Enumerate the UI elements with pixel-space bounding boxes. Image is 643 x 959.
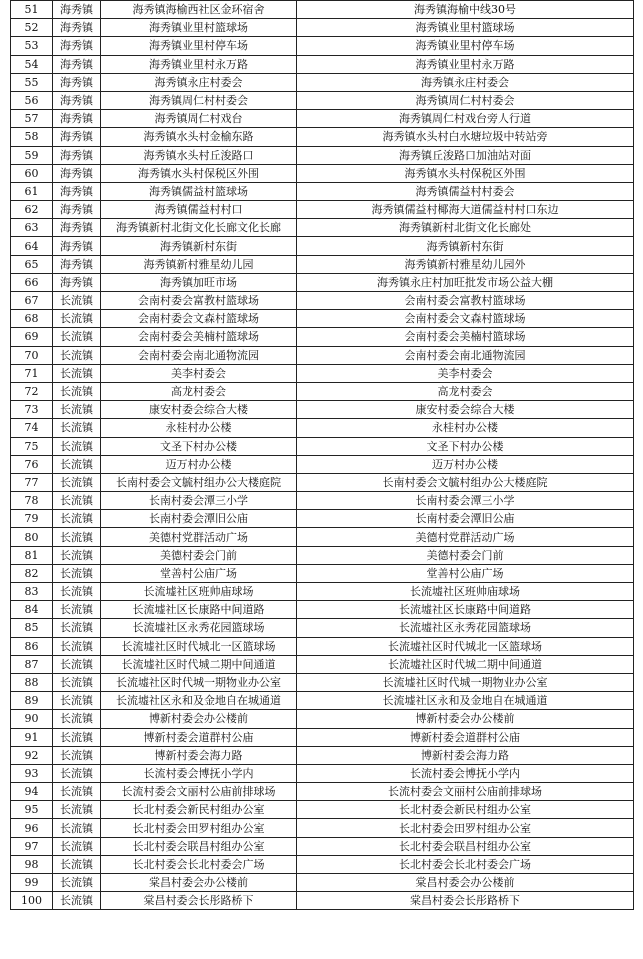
table-row [11,401,634,419]
table-row [11,201,634,219]
site-name: 美德村党群活动广场 [101,528,297,546]
row-number: 90 [11,710,53,728]
row-number: 62 [11,201,53,219]
row-number: 76 [11,455,53,473]
table-row [11,673,634,691]
site-name: 海秀镇水头村金榆东路 [101,128,297,146]
site-address: 美德村委会门前 [297,546,634,564]
table-row [11,528,634,546]
table-row [11,182,634,200]
row-number: 81 [11,546,53,564]
table-row [11,310,634,328]
row-number: 99 [11,874,53,892]
town-name: 海秀镇 [53,182,101,200]
table-row [11,292,634,310]
site-name: 海秀镇水头村丘浚路口 [101,146,297,164]
site-name: 长南村委会潭三小学 [101,492,297,510]
town-name: 长流镇 [53,619,101,637]
row-number: 73 [11,401,53,419]
site-address: 长北村委会田罗村组办公室 [297,819,634,837]
town-name: 长流镇 [53,564,101,582]
site-address: 长北村委会长北村委会广场 [297,855,634,873]
town-name: 长流镇 [53,310,101,328]
table-row [11,55,634,73]
site-address: 海秀镇新村东街 [297,237,634,255]
site-name: 长流墟社区班帅庙球场 [101,583,297,601]
site-address: 长流墟社区永和及金地自在城通道 [297,692,634,710]
table-row [11,728,634,746]
table-row [11,146,634,164]
site-address: 高龙村委会 [297,382,634,400]
row-number: 63 [11,219,53,237]
site-address: 长流墟社区时代城一期物业办公室 [297,673,634,691]
row-number: 85 [11,619,53,637]
site-name: 海秀镇新村北街文化长廊文化长廊 [101,219,297,237]
site-name: 海秀镇新村东街 [101,237,297,255]
row-number: 84 [11,601,53,619]
table-row [11,855,634,873]
site-name: 会南村委会文森村篮球场 [101,310,297,328]
row-number: 65 [11,255,53,273]
row-number: 94 [11,783,53,801]
site-name: 长流墟社区永和及金地自在城通道 [101,692,297,710]
site-name: 海秀镇周仁村戏台 [101,110,297,128]
town-name: 长流镇 [53,546,101,564]
row-number: 56 [11,91,53,109]
site-name: 海秀镇周仁村村委会 [101,91,297,109]
site-address: 棠昌村委会办公楼前 [297,874,634,892]
row-number: 89 [11,692,53,710]
town-name: 海秀镇 [53,91,101,109]
site-address: 海秀镇新村雅星幼儿园外 [297,255,634,273]
table-row [11,91,634,109]
table-row [11,328,634,346]
table-row [11,346,634,364]
row-number: 82 [11,564,53,582]
table-row [11,819,634,837]
row-number: 71 [11,364,53,382]
row-number: 57 [11,110,53,128]
row-number: 78 [11,492,53,510]
table-row [11,801,634,819]
site-name: 长流墟社区长康路中间道路 [101,601,297,619]
table-row [11,492,634,510]
table-row [11,874,634,892]
site-name: 海秀镇业里村永万路 [101,55,297,73]
town-name: 长流镇 [53,764,101,782]
site-address: 美德村党群活动广场 [297,528,634,546]
site-address: 会南村委会文森村篮球场 [297,310,634,328]
table-row [11,37,634,55]
row-number: 93 [11,764,53,782]
table-row [11,19,634,37]
site-address: 海秀镇业里村停车场 [297,37,634,55]
town-name: 长流镇 [53,692,101,710]
site-address: 长流墟社区永秀花园篮球场 [297,619,634,637]
site-address: 海秀镇儒益村椰海大道儒益村村口东边 [297,201,634,219]
document-page [10,0,633,910]
town-name: 长流镇 [53,837,101,855]
site-name: 长流村委会文丽村公庙前排球场 [101,783,297,801]
row-number: 72 [11,382,53,400]
site-address: 长流墟社区班帅庙球场 [297,583,634,601]
site-address: 会南村委会南北通物流园 [297,346,634,364]
town-name: 海秀镇 [53,55,101,73]
town-name: 长流镇 [53,855,101,873]
row-number: 97 [11,837,53,855]
site-address: 海秀镇永庄村委会 [297,73,634,91]
town-name: 海秀镇 [53,164,101,182]
site-address: 海秀镇儒益村村委会 [297,182,634,200]
site-address: 长流墟社区时代城二期中间通道 [297,655,634,673]
town-name: 长流镇 [53,601,101,619]
site-address: 海秀镇海榆中线30号 [297,1,634,19]
table-row [11,710,634,728]
site-address: 长流墟社区时代城北一区篮球场 [297,637,634,655]
row-number: 87 [11,655,53,673]
row-number: 79 [11,510,53,528]
town-name: 长流镇 [53,637,101,655]
row-number: 55 [11,73,53,91]
table-row [11,783,634,801]
town-name: 长流镇 [53,819,101,837]
town-name: 海秀镇 [53,237,101,255]
row-number: 83 [11,583,53,601]
site-name: 海秀镇水头村保税区外围 [101,164,297,182]
town-name: 长流镇 [53,401,101,419]
site-address: 海秀镇业里村永万路 [297,55,634,73]
row-number: 77 [11,473,53,491]
site-address: 会南村委会美楠村篮球场 [297,328,634,346]
location-table [10,0,634,910]
town-name: 海秀镇 [53,219,101,237]
table-body [11,1,634,910]
site-name: 海秀镇儒益村篮球场 [101,182,297,200]
site-name: 会南村委会南北通物流园 [101,346,297,364]
row-number: 68 [11,310,53,328]
town-name: 长流镇 [53,746,101,764]
site-name: 海秀镇永庄村委会 [101,73,297,91]
site-name: 博新村委会道群村公庙 [101,728,297,746]
site-name: 美李村委会 [101,364,297,382]
town-name: 海秀镇 [53,201,101,219]
row-number: 96 [11,819,53,837]
table-row [11,892,634,910]
town-name: 长流镇 [53,510,101,528]
site-name: 海秀镇业里村停车场 [101,37,297,55]
site-address: 迈万村办公楼 [297,455,634,473]
site-address: 海秀镇业里村篮球场 [297,19,634,37]
site-address: 海秀镇丘浚路口加油站对面 [297,146,634,164]
site-name: 长北村委会新民村组办公室 [101,801,297,819]
table-row [11,764,634,782]
row-number: 74 [11,419,53,437]
town-name: 长流镇 [53,292,101,310]
row-number: 66 [11,273,53,291]
town-name: 长流镇 [53,528,101,546]
site-address: 海秀镇周仁村戏台旁人行道 [297,110,634,128]
site-name: 博新村委会办公楼前 [101,710,297,728]
table-row [11,473,634,491]
site-address: 长南村委会潭旧公庙 [297,510,634,528]
town-name: 海秀镇 [53,73,101,91]
row-number: 95 [11,801,53,819]
table-row [11,655,634,673]
row-number: 100 [11,892,53,910]
site-address: 海秀镇新村北街文化长廊处 [297,219,634,237]
table-row [11,455,634,473]
row-number: 61 [11,182,53,200]
site-name: 文圣下村办公楼 [101,437,297,455]
table-row [11,637,634,655]
table-row [11,601,634,619]
town-name: 海秀镇 [53,255,101,273]
site-address: 海秀镇水头村保税区外围 [297,164,634,182]
site-name: 棠昌村委会长彤路桥下 [101,892,297,910]
row-number: 69 [11,328,53,346]
row-number: 92 [11,746,53,764]
row-number: 88 [11,673,53,691]
table-row [11,546,634,564]
site-address: 美李村委会 [297,364,634,382]
site-name: 长流村委会博抚小学内 [101,764,297,782]
site-address: 长北村委会联昌村组办公室 [297,837,634,855]
table-row [11,419,634,437]
site-name: 长北村委会联昌村组办公室 [101,837,297,855]
site-name: 海秀镇业里村篮球场 [101,19,297,37]
town-name: 长流镇 [53,874,101,892]
site-name: 海秀镇加旺市场 [101,273,297,291]
table-row [11,273,634,291]
table-row [11,364,634,382]
site-address: 长南村委会文毓村组办公大楼庭院 [297,473,634,491]
row-number: 59 [11,146,53,164]
town-name: 海秀镇 [53,1,101,19]
town-name: 长流镇 [53,455,101,473]
site-address: 长北村委会新民村组办公室 [297,801,634,819]
site-name: 会南村委会富教村篮球场 [101,292,297,310]
row-number: 60 [11,164,53,182]
row-number: 91 [11,728,53,746]
table-row [11,128,634,146]
row-number: 98 [11,855,53,873]
table-row [11,164,634,182]
site-name: 海秀镇新村雅星幼儿园 [101,255,297,273]
site-address: 长流村委会文丽村公庙前排球场 [297,783,634,801]
site-name: 海秀镇儒益村村口 [101,201,297,219]
table-row [11,564,634,582]
site-name: 长南村委会文毓村组办公大楼庭院 [101,473,297,491]
town-name: 长流镇 [53,364,101,382]
town-name: 海秀镇 [53,128,101,146]
site-name: 长流墟社区永秀花园篮球场 [101,619,297,637]
row-number: 54 [11,55,53,73]
town-name: 长流镇 [53,655,101,673]
row-number: 80 [11,528,53,546]
table-row [11,619,634,637]
town-name: 长流镇 [53,583,101,601]
town-name: 长流镇 [53,437,101,455]
town-name: 海秀镇 [53,110,101,128]
site-address: 海秀镇永庄村加旺批发市场公益大棚 [297,273,634,291]
site-address: 博新村委会办公楼前 [297,710,634,728]
town-name: 长流镇 [53,710,101,728]
row-number: 58 [11,128,53,146]
site-name: 长流墟社区时代城二期中间通道 [101,655,297,673]
town-name: 长流镇 [53,783,101,801]
table-row [11,837,634,855]
table-row [11,1,634,19]
town-name: 长流镇 [53,346,101,364]
site-address: 康安村委会综合大楼 [297,401,634,419]
site-name: 棠昌村委会办公楼前 [101,874,297,892]
town-name: 长流镇 [53,473,101,491]
site-name: 高龙村委会 [101,382,297,400]
table-row [11,746,634,764]
site-name: 长北村委会田罗村组办公室 [101,819,297,837]
site-name: 长北村委会长北村委会广场 [101,855,297,873]
site-address: 长南村委会潭三小学 [297,492,634,510]
table-row [11,583,634,601]
table-row [11,692,634,710]
table-row [11,219,634,237]
site-address: 长流村委会博抚小学内 [297,764,634,782]
town-name: 海秀镇 [53,146,101,164]
site-name: 永桂村办公楼 [101,419,297,437]
site-name: 长南村委会潭旧公庙 [101,510,297,528]
town-name: 长流镇 [53,673,101,691]
town-name: 海秀镇 [53,19,101,37]
town-name: 海秀镇 [53,37,101,55]
row-number: 67 [11,292,53,310]
table-row [11,237,634,255]
site-address: 永桂村办公楼 [297,419,634,437]
site-name: 海秀镇海榆西社区金环宿舍 [101,1,297,19]
town-name: 长流镇 [53,492,101,510]
table-row [11,110,634,128]
site-name: 迈万村办公楼 [101,455,297,473]
town-name: 长流镇 [53,328,101,346]
site-name: 会南村委会美楠村篮球场 [101,328,297,346]
row-number: 53 [11,37,53,55]
town-name: 海秀镇 [53,273,101,291]
site-address: 博新村委会道群村公庙 [297,728,634,746]
site-address: 博新村委会海力路 [297,746,634,764]
site-address: 棠昌村委会长彤路桥下 [297,892,634,910]
table-row [11,437,634,455]
row-number: 75 [11,437,53,455]
town-name: 长流镇 [53,419,101,437]
row-number: 86 [11,637,53,655]
site-address: 堂善村公庙广场 [297,564,634,582]
town-name: 长流镇 [53,728,101,746]
town-name: 长流镇 [53,892,101,910]
site-name: 长流墟社区时代城北一区篮球场 [101,637,297,655]
site-address: 文圣下村办公楼 [297,437,634,455]
site-name: 堂善村公庙广场 [101,564,297,582]
site-name: 长流墟社区时代城一期物业办公室 [101,673,297,691]
site-name: 博新村委会海力路 [101,746,297,764]
site-name: 美德村委会门前 [101,546,297,564]
row-number: 52 [11,19,53,37]
site-address: 会南村委会富教村篮球场 [297,292,634,310]
site-address: 海秀镇周仁村村委会 [297,91,634,109]
site-address: 海秀镇水头村白水塘垃圾中转站旁 [297,128,634,146]
row-number: 64 [11,237,53,255]
town-name: 长流镇 [53,382,101,400]
row-number: 70 [11,346,53,364]
table-row [11,255,634,273]
town-name: 长流镇 [53,801,101,819]
table-row [11,382,634,400]
site-name: 康安村委会综合大楼 [101,401,297,419]
table-row [11,73,634,91]
table-row [11,510,634,528]
site-address: 长流墟社区长康路中间道路 [297,601,634,619]
row-number: 51 [11,1,53,19]
